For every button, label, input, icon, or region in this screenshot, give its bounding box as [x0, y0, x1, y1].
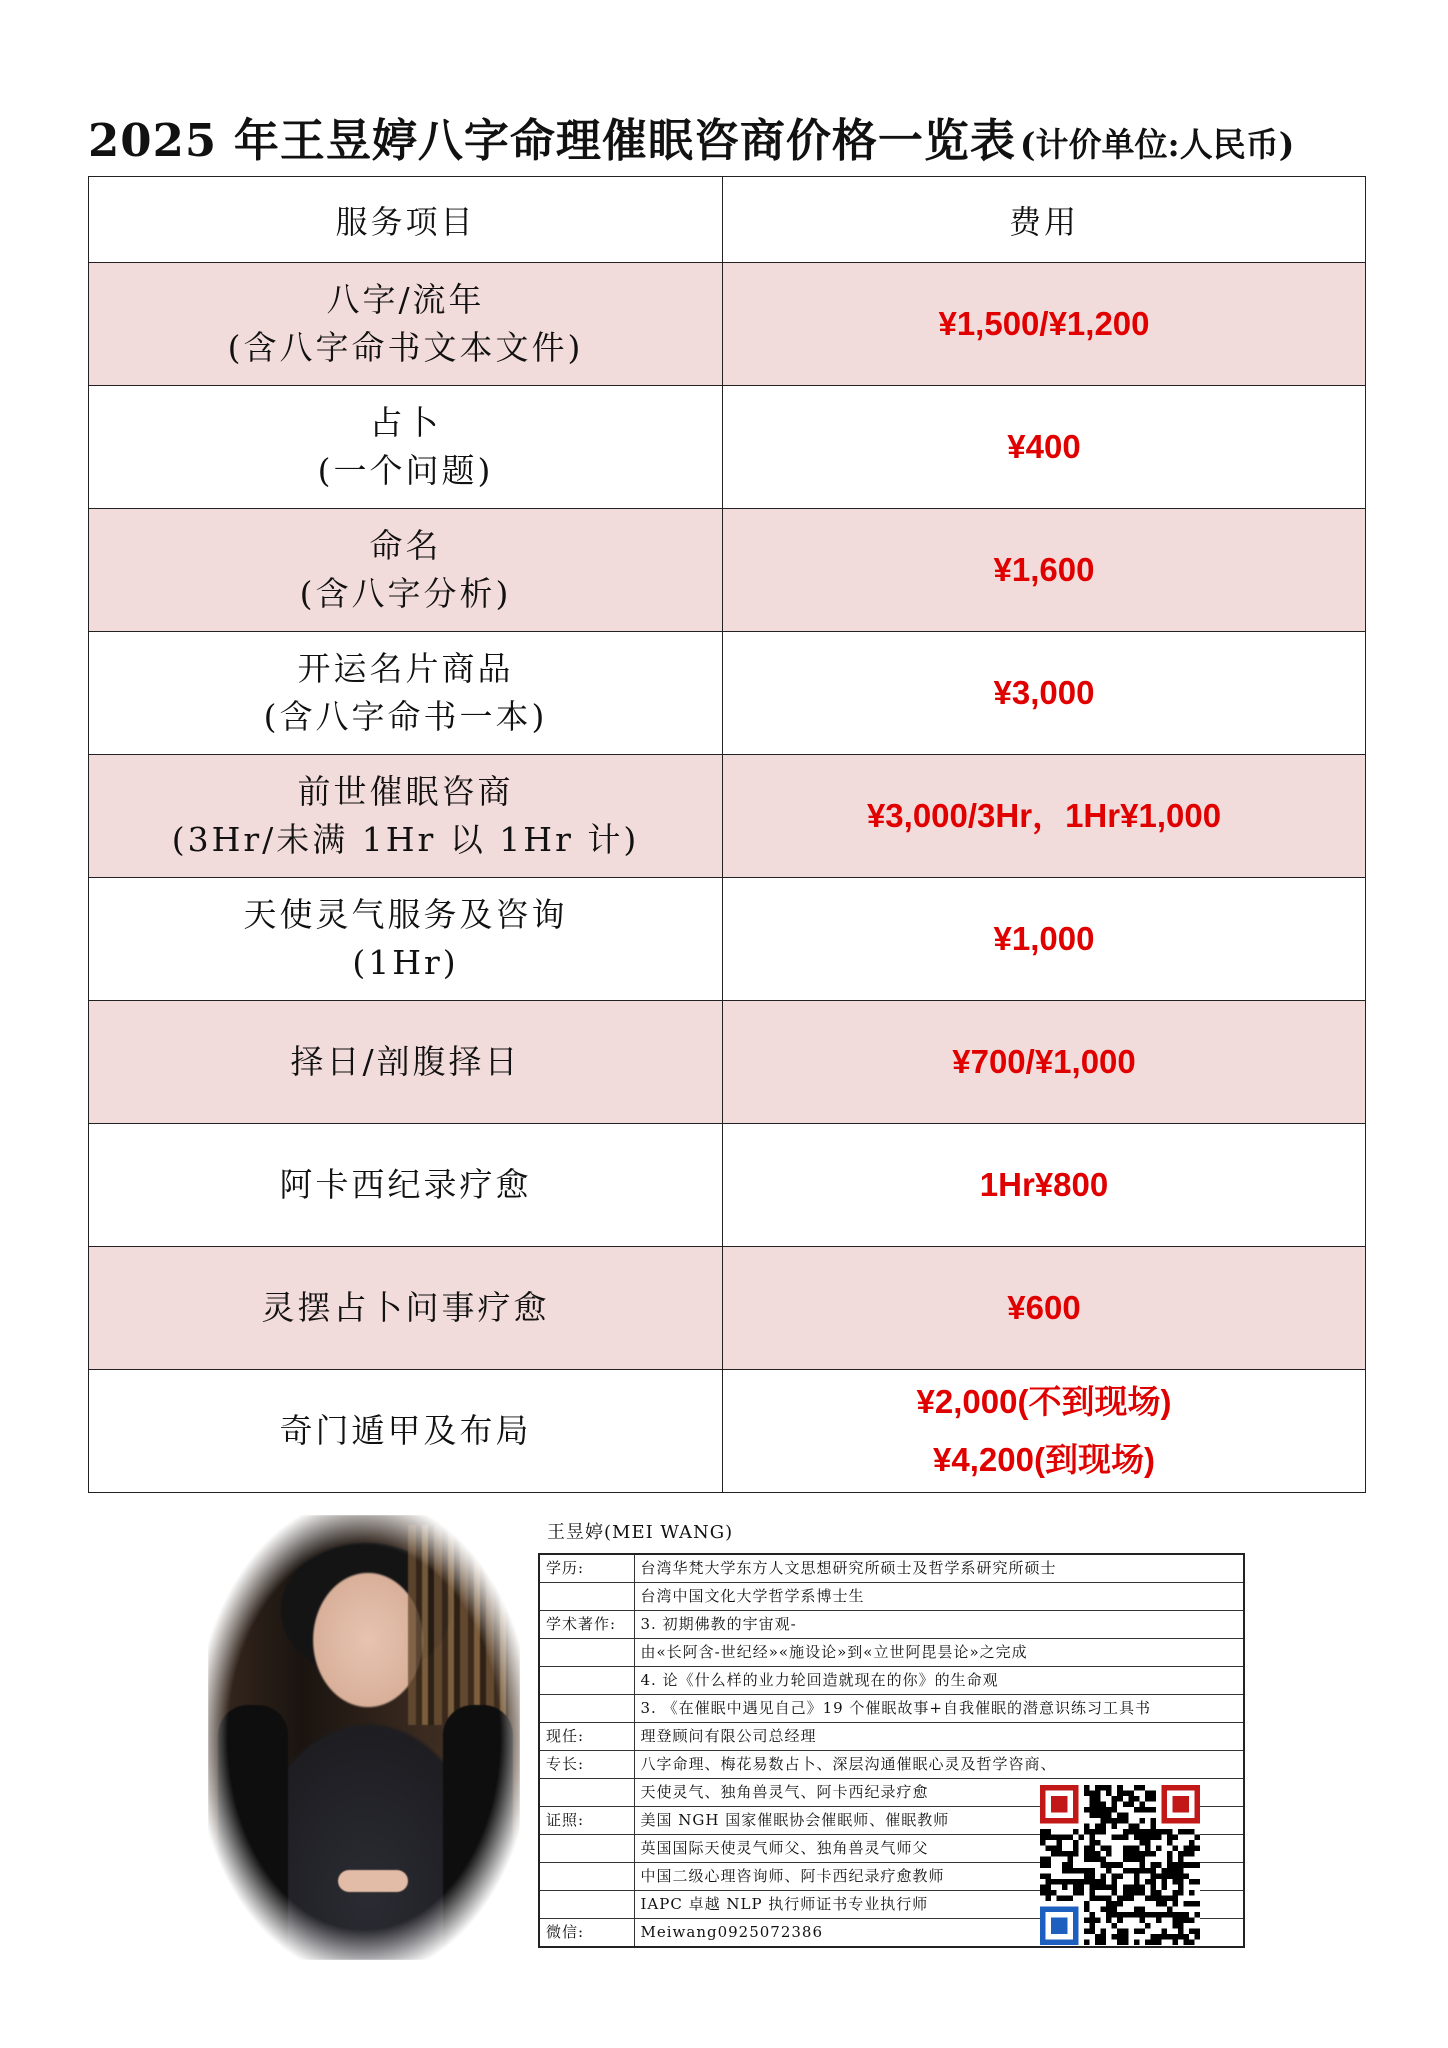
title-main: 2025 年王昱婷八字命理催眠咨商价格一览表 — [88, 114, 1016, 167]
table-row — [89, 1370, 1366, 1493]
profile-photo — [208, 1515, 520, 1960]
info-text: 天使灵气、独角兽灵气、阿卡西纪录疗愈 — [634, 1779, 1244, 1807]
service-note: (1Hr) — [352, 943, 459, 982]
table-row — [89, 263, 1366, 386]
table-row — [89, 755, 1366, 878]
info-text: 3. 《在催眠中遇见自己》19 个催眠故事+自我催眠的潜意识练习工具书 — [634, 1695, 1244, 1723]
info-label — [539, 1667, 634, 1695]
service-fee: ¥1,500/¥1,200 — [938, 305, 1150, 342]
qr-code-graphic — [1040, 1785, 1200, 1945]
service-name: 前世催眠咨商 — [297, 772, 514, 811]
chair-right — [443, 1705, 513, 1955]
service-fee: ¥3,000 — [993, 674, 1095, 711]
service-name: 开运名片商品 — [297, 649, 514, 688]
info-label — [539, 1583, 634, 1611]
service-name: 阿卡西纪录疗愈 — [279, 1165, 532, 1204]
service-fee: ¥600 — [1007, 1289, 1081, 1326]
chair-left — [218, 1705, 288, 1955]
service-note: (3Hr/未满 1Hr 以 1Hr 计) — [171, 820, 640, 859]
service-name: 天使灵气服务及咨询 — [243, 895, 568, 934]
info-text: 4. 论《什么样的业力轮回造就现在的你》的生命观 — [634, 1667, 1244, 1695]
price-table-header — [89, 177, 1366, 263]
service-fee: ¥1,600 — [993, 551, 1095, 588]
info-label: 专长: — [539, 1751, 634, 1779]
info-row — [539, 1639, 1244, 1667]
service-fee: ¥3,000/3Hr，1Hr¥1,000 — [866, 797, 1222, 834]
info-row — [539, 1667, 1244, 1695]
hands — [338, 1870, 408, 1892]
info-label — [539, 1695, 634, 1723]
info-text: 中国二级心理咨询师、阿卡西纪录疗愈教师 — [634, 1863, 1244, 1891]
info-label: 学术著作: — [539, 1611, 634, 1639]
info-row — [539, 1583, 1244, 1611]
info-label: 现任: — [539, 1723, 634, 1751]
info-text: Meiwang0925072386 — [634, 1919, 1244, 1948]
title-unit: (计价单位:人民币) — [1019, 125, 1295, 164]
info-label: 学历: — [539, 1554, 634, 1583]
service-name: 择日/剖腹择日 — [290, 1042, 521, 1081]
header-fee: 费用 — [723, 177, 1366, 263]
service-fee: ¥1,000 — [993, 920, 1095, 957]
table-row — [89, 878, 1366, 1001]
info-label — [539, 1779, 634, 1807]
info-row — [539, 1611, 1244, 1639]
info-label — [539, 1863, 634, 1891]
info-text: IAPC 卓越 NLP 执行师证书专业执行师 — [634, 1891, 1244, 1919]
info-text: 3. 初期佛教的宇宙观- — [634, 1611, 1244, 1639]
info-row — [539, 1695, 1244, 1723]
info-label — [539, 1835, 634, 1863]
info-row — [539, 1554, 1244, 1583]
table-row — [89, 509, 1366, 632]
info-label — [539, 1891, 634, 1919]
info-label: 证照: — [539, 1807, 634, 1835]
info-row — [539, 1751, 1244, 1779]
info-label — [539, 1639, 634, 1667]
service-note: (含八字分析) — [299, 574, 512, 613]
info-text: 英国国际天使灵气师父、独角兽灵气师父 — [634, 1835, 1244, 1863]
info-text: 理登顾问有限公司总经理 — [634, 1723, 1244, 1751]
header-service: 服务项目 — [89, 177, 723, 263]
service-fee: ¥400 — [1007, 428, 1081, 465]
info-text: 由«长阿含-世纪经»«施设论»到«立世阿毘昙论»之完成 — [634, 1639, 1244, 1667]
table-row — [89, 1001, 1366, 1124]
table-row — [89, 1247, 1366, 1370]
info-label: 微信: — [539, 1919, 634, 1948]
wechat-qr-code — [1040, 1785, 1200, 1945]
info-row — [539, 1723, 1244, 1751]
service-fee: 1Hr¥800 — [979, 1166, 1109, 1203]
service-name: 灵摆占卜问事疗愈 — [261, 1288, 550, 1327]
page-title — [88, 104, 1388, 168]
service-note: (一个问题) — [317, 451, 494, 490]
profile-name: 王昱婷(MEI WANG) — [547, 1522, 734, 1543]
price-table — [88, 176, 1366, 1493]
service-fee-alt: ¥4,200(到现场) — [933, 1441, 1155, 1478]
service-name: 奇门遁甲及布局 — [279, 1411, 532, 1450]
info-text: 美国 NGH 国家催眠协会催眠师、催眠教师 — [634, 1807, 1244, 1835]
table-row — [89, 1124, 1366, 1247]
info-text: 八字命理、梅花易数占卜、深层沟通催眠心灵及哲学咨商、 — [634, 1751, 1244, 1779]
service-name: 八字/流年 — [326, 280, 485, 319]
info-text: 台湾中国文化大学哲学系博士生 — [634, 1583, 1244, 1611]
service-fee: ¥700/¥1,000 — [952, 1043, 1136, 1080]
table-row — [89, 632, 1366, 755]
service-note: (含八字命书文本文件) — [227, 328, 584, 367]
table-row — [89, 386, 1366, 509]
bookshelf — [408, 1525, 508, 1725]
info-text: 台湾华梵大学东方人文思想研究所硕士及哲学系研究所硕士 — [634, 1554, 1244, 1583]
service-name: 占卜 — [369, 403, 442, 442]
service-name: 命名 — [369, 526, 442, 565]
service-fee: ¥2,000(不到现场) — [916, 1383, 1172, 1420]
service-note: (含八字命书一本) — [263, 697, 548, 736]
